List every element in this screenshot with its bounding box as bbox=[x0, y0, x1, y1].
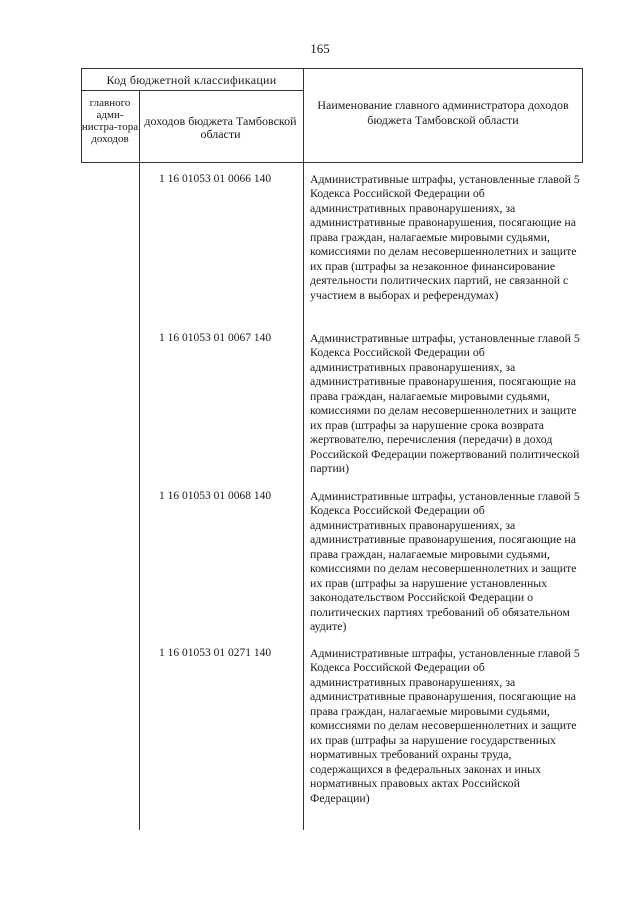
page-number: 165 bbox=[310, 41, 330, 56]
table-row bbox=[81, 646, 583, 826]
header-bottom-border bbox=[81, 162, 583, 163]
budget-code: 1 16 01053 01 0068 140 bbox=[159, 490, 272, 502]
administrator-name: Административные штрафы, установленные главой 5 Кодекса Российской Федерации об административных правонарушениях, за административные правонарушения, посягающие на права граждан, налагаемые мировыми судьями, комиссиями по делам несовершеннолетних и защите их прав (штрафы за нарушение государственных нормативных требований охраны труда, содержащихся в федеральных законах и иных нормативных правовых актах Российской Федерации) bbox=[310, 646, 580, 805]
header-code-group: Код бюджетной классификации bbox=[106, 73, 277, 87]
header-group-divider bbox=[81, 90, 303, 91]
table-top-border bbox=[81, 68, 583, 69]
header-budget-column: доходов бюджета Тамбовской области bbox=[144, 114, 297, 141]
administrator-name: Административные штрафы, установленные главой 5 Кодекса Российской Федерации об административных правонарушениях, за административные правонарушения, посягающие на права граждан, налагаемые мировыми судьями, комиссиями по делам несовершеннолетних и защите их прав (штрафы за незаконное финансирование деятельности политических партий, не связанной с участием в выборах и референдумах) bbox=[310, 172, 580, 302]
budget-classification-table bbox=[81, 68, 583, 830]
table-row bbox=[81, 489, 583, 639]
header-admin-column: главного адми-нистра-тора доходов bbox=[81, 97, 139, 145]
budget-code: 1 16 01053 01 0271 140 bbox=[159, 647, 272, 659]
table-row bbox=[81, 331, 583, 481]
budget-code: 1 16 01053 01 0067 140 bbox=[159, 332, 272, 344]
administrator-name: Административные штрафы, установленные главой 5 Кодекса Российской Федерации об административных правонарушениях, за административные правонарушения, посягающие на права граждан, налагаемые мировыми судьями, комиссиями по делам несовершеннолетних и защите их прав (штрафы за нарушение установленных законодательством Российской Федерации о политических партиях требований об обязательном аудите) bbox=[310, 489, 580, 634]
header-name-column: Наименование главного администратора доходов бюджета Тамбовской области bbox=[317, 98, 569, 127]
budget-code: 1 16 01053 01 0066 140 bbox=[159, 173, 272, 185]
table-row bbox=[81, 172, 583, 322]
administrator-name: Административные штрафы, установленные главой 5 Кодекса Российской Федерации об административных правонарушениях, за административные правонарушения, посягающие на права граждан, налагаемые мировыми судьями, комиссиями по делам несовершеннолетних и защите их прав (штрафы за нарушение срока возврата жертвователю, перечисления (передачи) в доход Российской Федерации пожертвований политической партии) bbox=[310, 331, 580, 476]
